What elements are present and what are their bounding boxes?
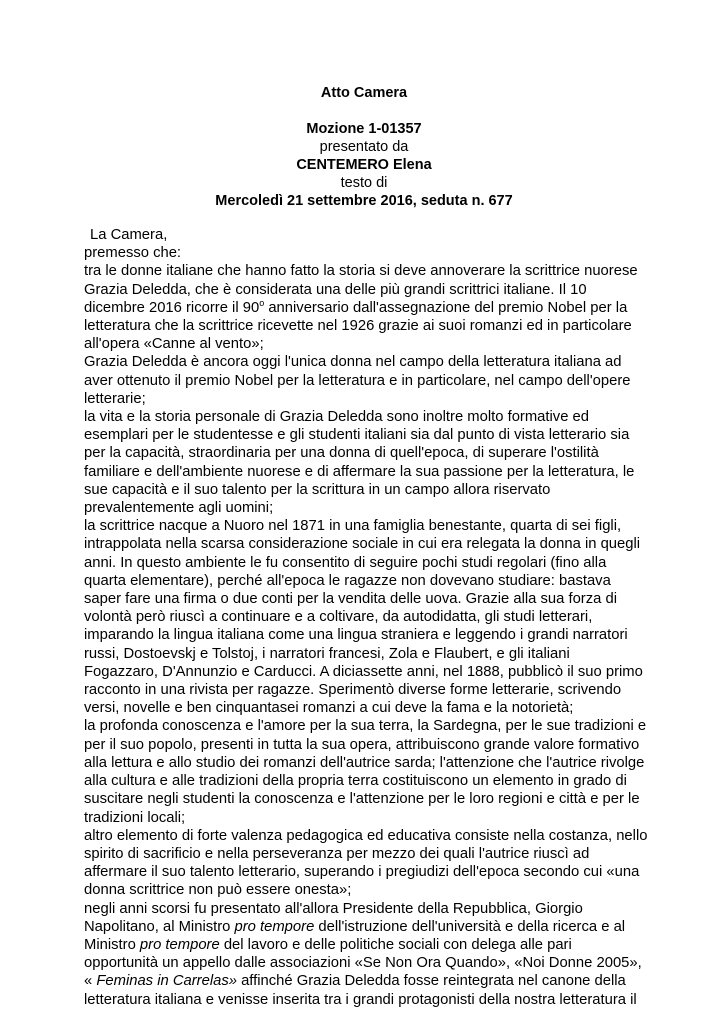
body-line: prevalentemente agli uomini; xyxy=(84,500,274,517)
body-line: esemplari per le studentesse e gli studenti italiani sia dal punto di vista letterario sia xyxy=(84,427,630,444)
body-line: Fogazzaro, D'Annunzio e Carducci. A diciassette anni, nel 1888, pubblicò il suo primo xyxy=(84,663,643,680)
body-line: spirito di sacrificio e nella perseveranza per mezzo dei quali l'autrice riuscì ad xyxy=(84,845,590,862)
body-line: saper fare una firma o due conti per la vendita delle uova. Grazie alla sua forza di xyxy=(84,591,617,608)
motion-number: Mozione 1-01357 xyxy=(306,121,422,137)
body-line: Napolitano, al Ministro pro tempore dell'istruzione dell'università e della ricerca e al xyxy=(84,918,626,935)
presented-by-label: presentato da xyxy=(319,139,409,155)
presenter-name: CENTEMERO Elena xyxy=(296,157,432,173)
page-title: Atto Camera xyxy=(320,85,408,101)
body-line: anni. In questo ambiente le fu consentito di seguire pochi studi regolari (fino alla xyxy=(84,554,607,571)
body-line: all'opera «Canne al vento»; xyxy=(84,336,264,353)
motion-body xyxy=(84,226,648,1009)
body-line: versi, novelle e ben cinquantasei romanzi a cui deve la fama e la notorietà; xyxy=(84,700,574,717)
body-line: la profonda conoscenza e l'amore per la sua terra, la Sardegna, per le sue tradizioni e xyxy=(84,718,647,735)
body-line: letterarie; xyxy=(84,390,146,407)
body-line: affermare il suo talento letterario, superando i pregiudizi dell'epoca secondo cui «una xyxy=(84,864,640,881)
italic-term: Feminas in Carrelas» xyxy=(96,973,237,990)
body-line: racconto in una rivista per ragazze. Sperimentò diverse forme letterarie, scrivendo xyxy=(84,682,622,699)
body-line: tra le donne italiane che hanno fatto la storia si deve annoverare la scrittrice nuorese xyxy=(84,263,638,280)
body-line: altro elemento di forte valenza pedagogica ed educativa consiste nella costanza, nello xyxy=(84,827,648,844)
premise-line: premesso che: xyxy=(84,245,182,262)
body-line: la vita e la storia personale di Grazia Deledda sono inoltre molto formative ed xyxy=(84,409,590,426)
body-line: Grazia Deledda è ancora oggi l'unica donna nel campo della letteratura italiana ad xyxy=(84,354,622,371)
body-line: intrappolata nella scarsa considerazione sociale in cui era relegata la donna in quegli xyxy=(84,536,641,553)
body-line: opportunità un appello dalle associazioni «Se Non Ora Quando», «Noi Donne 2005», xyxy=(84,955,642,972)
session-date: Mercoledì 21 settembre 2016, seduta n. 677 xyxy=(215,193,513,209)
body-line: sue capacità e il suo talento per la scrittura in un campo allora riservato xyxy=(84,481,551,498)
body-line: negli anni scorsi fu presentato all'allora Presidente della Repubblica, Giorgio xyxy=(84,900,583,917)
italic-term: pro tempore xyxy=(139,936,220,953)
opening-line: La Camera, xyxy=(90,227,168,243)
body-line: donna scrittrice non può essere onesta»; xyxy=(84,882,352,899)
italic-term: pro tempore xyxy=(234,918,315,935)
body-line: Ministro pro tempore del lavoro e delle politiche sociali con delega alle pari xyxy=(84,936,572,953)
body-line: quarta elementare), perché all'epoca le ragazze non dovevano studiare: bastava xyxy=(84,572,611,589)
body-line: « Feminas in Carrelas» affinché Grazia Deledda fosse reintegrata nel canone della xyxy=(84,973,626,990)
body-line: tradizioni locali; xyxy=(84,809,186,826)
body-line: letteratura italiana e venisse inserita tra i grandi protagonisti della nostra letteratura il xyxy=(84,991,637,1008)
body-line: per la capacità, straordinaria per una donna di quell'epoca, di superare l'ostilità xyxy=(84,445,599,462)
text-of-label: testo di xyxy=(340,175,388,191)
body-line: dicembre 2016 ricorre il 90$^o$ anniversario dall'assegnazione del premio Nobel per la xyxy=(84,297,628,316)
body-line: volontà però riuscì a continuare e a coltivare, da autodidatta, gli studi letterari, xyxy=(84,609,593,626)
body-line: la scrittrice nacque a Nuoro nel 1871 in una famiglia benestante, quarta di sei figli, xyxy=(84,518,622,535)
document-page xyxy=(84,84,648,1009)
body-line: alla cultura e alle tradizioni della propria terra costituiscono un elemento in grado di xyxy=(84,773,627,790)
body-line: imparando la lingua italiana come una lingua straniera e leggendo i grandi narratori xyxy=(84,627,628,644)
body-line: familiare e dell'ambiente nuorese e di affermare la sua passione per la letteratura, le xyxy=(84,463,635,480)
body-line: letteratura che la scrittrice ricevette nel 1926 grazie ai suoi romanzi ed in particolare xyxy=(84,318,632,335)
body-line: per il suo popolo, presenti in tutta la sua opera, attribuiscono grande valore formativo xyxy=(84,736,640,753)
ordinal-superscript: o xyxy=(259,297,265,308)
body-line: suscitare negli studenti la conoscenza e l'attenzione per le loro regioni e città e per le xyxy=(84,791,640,808)
body-line: aver ottenuto il premio Nobel per la letteratura e in particolare, nel campo dell'opere xyxy=(84,372,631,389)
body-line: russi, Dostoevskj e Tolstoj, i narratori francesi, Zola e Flaubert, e gli italiani xyxy=(84,645,570,662)
document-header xyxy=(84,84,644,210)
body-line: Grazia Deledda, che è considerata una delle più grandi scrittrici italiane. Il 10 xyxy=(84,281,587,298)
body-line: alla lettura e allo studio dei romanzi dell'autrice sarda; l'attenzione che l'autrice rivolge xyxy=(84,754,645,771)
